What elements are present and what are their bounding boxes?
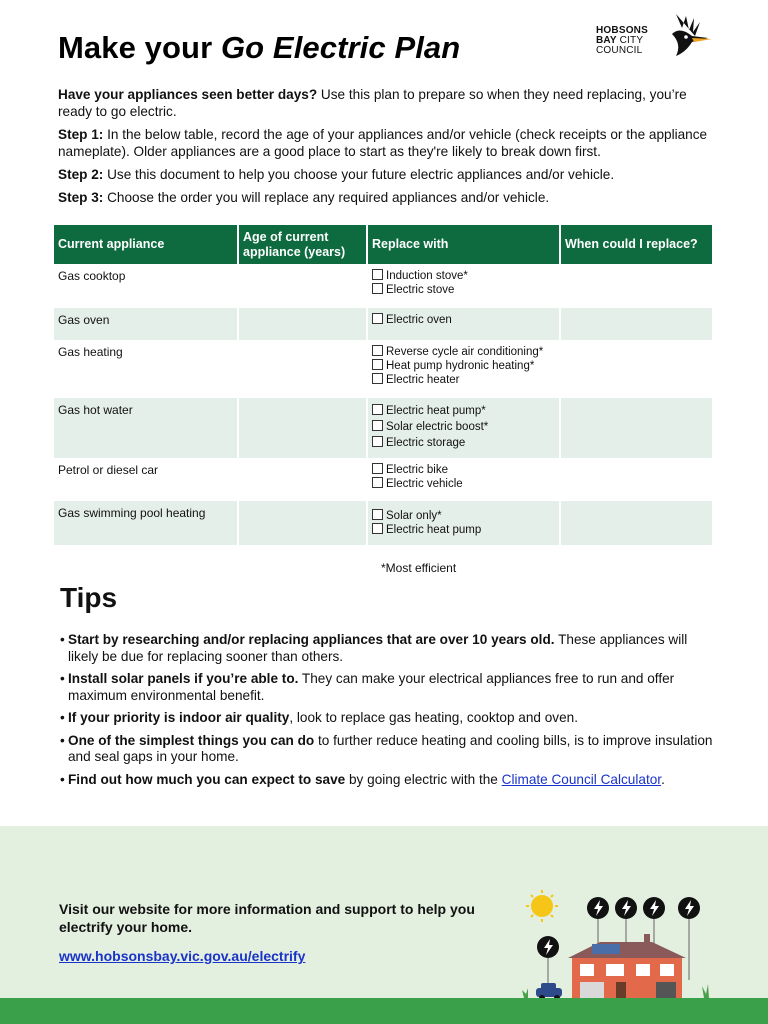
tip-text: These appliances will likely be due for replacing sooner than others. bbox=[68, 632, 688, 664]
col-current-appliance: Current appliance bbox=[54, 225, 238, 264]
replace-options bbox=[367, 398, 560, 458]
electrify-website-link[interactable]: www.hobsonsbay.vic.gov.au/electrify bbox=[59, 948, 306, 964]
table-row bbox=[54, 264, 712, 308]
option-checkbox[interactable] bbox=[372, 477, 555, 491]
tip-text: by going electric with the bbox=[345, 771, 502, 787]
when-cell[interactable] bbox=[560, 264, 712, 308]
step-1-text: In the below table, record the age of your appliances and/or vehicle (check receipts or the appliance nameplate). Older appliances are a good place to start as they're likely to break down first. bbox=[58, 127, 708, 159]
checkbox-icon[interactable] bbox=[372, 345, 383, 356]
checkbox-icon[interactable] bbox=[372, 463, 383, 474]
option-label: Electric heater bbox=[386, 374, 460, 386]
footer-message: Visit our website for more information and support to help you electrify your home. bbox=[59, 901, 475, 935]
option-checkbox[interactable] bbox=[372, 313, 555, 327]
step-1 bbox=[58, 126, 718, 160]
step-3 bbox=[58, 189, 718, 206]
sun-icon bbox=[526, 890, 558, 922]
list-item bbox=[60, 632, 720, 665]
option-checkbox[interactable] bbox=[372, 463, 555, 477]
when-cell[interactable] bbox=[560, 501, 712, 545]
option-label: Solar only* bbox=[386, 510, 442, 522]
table-footnote: *Most efficient bbox=[381, 561, 457, 575]
footer-banner bbox=[0, 826, 768, 1024]
list-item bbox=[60, 733, 720, 766]
col-replace-with: Replace with bbox=[367, 225, 560, 264]
tip-bold: Find out how much you can expect to save bbox=[68, 771, 346, 787]
option-label: Electric stove bbox=[386, 284, 455, 296]
option-label: Induction stove* bbox=[386, 270, 468, 282]
option-label: Reverse cycle air conditioning* bbox=[386, 346, 544, 358]
age-cell[interactable] bbox=[238, 458, 367, 501]
table-header-row bbox=[54, 225, 712, 264]
title-prefix: Make your bbox=[58, 30, 221, 65]
pelican-logo-icon bbox=[662, 12, 716, 62]
logo-line2a: BAY bbox=[596, 35, 617, 46]
footer-green-band bbox=[0, 998, 768, 1024]
option-checkbox[interactable] bbox=[372, 419, 555, 435]
logo-line2b: CITY bbox=[619, 35, 644, 46]
checkbox-icon[interactable] bbox=[372, 359, 383, 370]
option-checkbox[interactable] bbox=[372, 283, 555, 297]
appliance-cell: Gas heating bbox=[54, 340, 238, 398]
appliance-cell: Petrol or diesel car bbox=[54, 458, 238, 501]
replace-options bbox=[367, 308, 560, 340]
tip-text: , look to replace gas heating, cooktop and oven. bbox=[289, 710, 579, 725]
age-cell[interactable] bbox=[238, 340, 367, 398]
page-title bbox=[58, 30, 460, 66]
council-logo bbox=[596, 12, 716, 62]
when-cell[interactable] bbox=[560, 308, 712, 340]
when-cell[interactable] bbox=[560, 398, 712, 458]
intro-lead-bold: Have your appliances seen better days? bbox=[58, 87, 318, 102]
step-1-label: Step 1: bbox=[58, 127, 104, 142]
tip-text: They can make your electrical appliances free to run and offer maximum environmental benefit. bbox=[68, 671, 675, 703]
tip-bold: Start by researching and/or replacing appliances that are over 10 years old. bbox=[68, 632, 555, 647]
intro bbox=[58, 86, 718, 212]
table-row bbox=[54, 398, 712, 458]
checkbox-icon[interactable] bbox=[372, 404, 383, 415]
house-icon bbox=[568, 934, 686, 998]
age-cell[interactable] bbox=[238, 308, 367, 340]
intro-lead bbox=[58, 86, 718, 120]
table-row bbox=[54, 458, 712, 501]
option-label: Electric bike bbox=[386, 464, 448, 476]
list-item bbox=[60, 671, 720, 704]
appliance-cell: Gas cooktop bbox=[54, 264, 238, 308]
option-label: Electric storage bbox=[386, 437, 466, 449]
age-cell[interactable] bbox=[238, 501, 367, 545]
climate-council-calculator-link[interactable]: Climate Council Calculator bbox=[501, 771, 662, 787]
checkbox-icon[interactable] bbox=[372, 436, 383, 447]
tip-bold: One of the simplest things you can do bbox=[68, 732, 315, 748]
age-cell[interactable] bbox=[238, 398, 367, 458]
option-label: Heat pump hydronic heating* bbox=[386, 360, 535, 372]
appliance-cell: Gas oven bbox=[54, 308, 238, 340]
tips-list bbox=[60, 632, 720, 794]
option-label: Electric heat pump bbox=[386, 524, 482, 536]
list-item bbox=[60, 772, 720, 789]
step-2-text: Use this document to help you choose your future electric appliances and/or vehicle. bbox=[103, 167, 615, 182]
replace-options bbox=[367, 340, 560, 398]
option-checkbox[interactable] bbox=[372, 509, 555, 523]
tip-text: to further reduce heating and cooling bills, is to improve insulation and seal gaps in your home. bbox=[68, 732, 713, 764]
go-electric-plan-table bbox=[54, 225, 712, 545]
intro-lead-text: Use this plan to prepare so when they need replacing, you’re ready to go electric. bbox=[58, 87, 687, 119]
replace-options bbox=[367, 264, 560, 308]
table-row bbox=[54, 308, 712, 340]
option-label: Electric heat pump* bbox=[386, 405, 486, 417]
option-checkbox[interactable] bbox=[372, 373, 555, 387]
step-2-label: Step 2: bbox=[58, 167, 104, 182]
option-checkbox[interactable] bbox=[372, 435, 555, 451]
checkbox-icon[interactable] bbox=[372, 269, 383, 280]
option-checkbox[interactable] bbox=[372, 403, 555, 419]
when-cell[interactable] bbox=[560, 458, 712, 501]
checkbox-icon[interactable] bbox=[372, 509, 383, 520]
title-emphasis: Go Electric Plan bbox=[220, 30, 461, 65]
checkbox-icon[interactable] bbox=[372, 313, 383, 324]
replace-options bbox=[367, 501, 560, 545]
appliance-cell: Gas hot water bbox=[54, 398, 238, 458]
option-label: Electric vehicle bbox=[386, 478, 463, 490]
list-item bbox=[60, 710, 720, 727]
appliance-cell: Gas swimming pool heating bbox=[54, 501, 238, 545]
step-3-label: Step 3: bbox=[58, 190, 104, 205]
checkbox-icon[interactable] bbox=[372, 477, 383, 488]
option-checkbox[interactable] bbox=[372, 269, 555, 283]
step-3-text: Choose the order you will replace any required appliances and/or vehicle. bbox=[103, 190, 550, 205]
table-row bbox=[54, 501, 712, 545]
logo-line3: COUNCIL bbox=[596, 45, 643, 56]
option-label: Solar electric boost* bbox=[386, 421, 489, 433]
checkbox-icon[interactable] bbox=[372, 283, 383, 294]
col-age: Age of current appliance (years) bbox=[238, 225, 367, 264]
option-checkbox[interactable] bbox=[372, 359, 555, 373]
col-when-replace: When could I replace? bbox=[560, 225, 712, 264]
logo-line1: HOBSONS bbox=[596, 25, 648, 36]
tip-bold: Install solar panels if you’re able to. bbox=[68, 671, 299, 686]
replace-options bbox=[367, 458, 560, 501]
age-cell[interactable] bbox=[238, 264, 367, 308]
tips-heading: Tips bbox=[60, 582, 118, 613]
checkbox-icon[interactable] bbox=[372, 373, 383, 384]
logo-wordmark bbox=[596, 26, 648, 56]
when-cell[interactable] bbox=[560, 340, 712, 398]
checkbox-icon[interactable] bbox=[372, 420, 383, 431]
step-2 bbox=[58, 166, 718, 183]
option-checkbox[interactable] bbox=[372, 345, 555, 359]
electrified-house-illustration-icon bbox=[516, 890, 716, 1002]
tip-bold: If your priority is indoor air quality bbox=[68, 710, 290, 725]
checkbox-icon[interactable] bbox=[372, 523, 383, 534]
option-checkbox[interactable] bbox=[372, 523, 555, 537]
option-label: Electric oven bbox=[386, 314, 452, 326]
tip-tail: . bbox=[661, 771, 665, 787]
table-row bbox=[54, 340, 712, 398]
